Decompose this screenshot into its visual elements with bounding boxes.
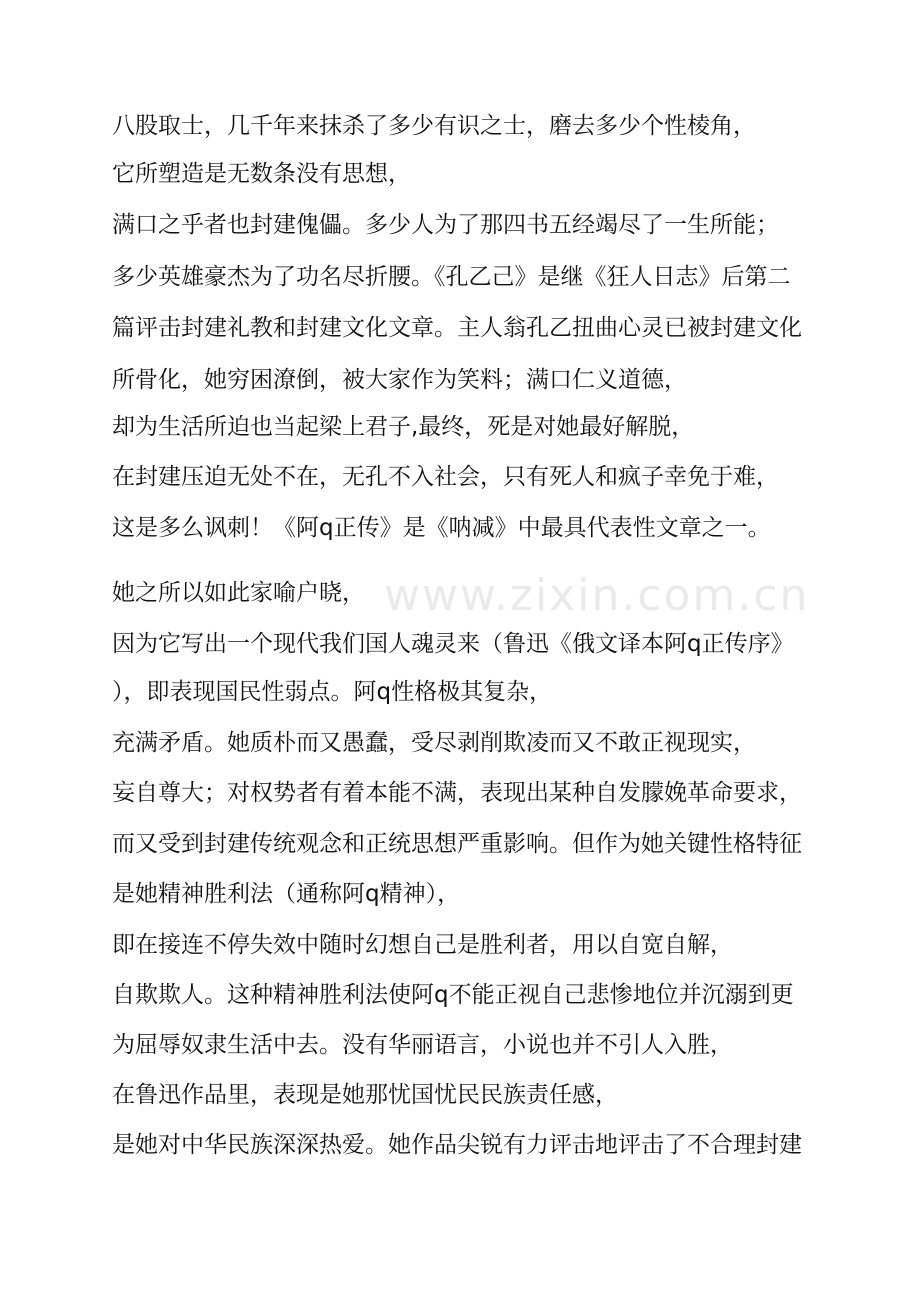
text-line: ），即表现国民性弱点。阿q性格极其复杂，	[112, 679, 553, 705]
text-line: 这是多么讽刺！《阿q正传》是《呐减》中最具代表性文章之一。	[112, 515, 771, 541]
watermark: www.zixin.com.cn	[384, 570, 810, 621]
text-line: 所骨化，她穷困潦倒，被大家作为笑料；满口仁义道德，	[112, 367, 687, 393]
text-line: 为屈辱奴隶生活中去。没有华丽语言，小说也并不引人入胜，	[112, 1032, 733, 1058]
text-line: 她之所以如此家喻户晓，	[112, 580, 365, 606]
text-line: 是她对中华民族深深热爱。她作品尖锐有力评击地评击了不合理封建	[112, 1132, 802, 1158]
text-line: 八股取士，几千年来抹杀了多少有识之士，磨去多少个性棱角，	[112, 113, 756, 139]
text-line: 是她精神胜利法（通称阿q精神），	[112, 881, 461, 907]
text-line: 满口之乎者也封建傀儡。多少人为了那四书五经竭尽了一生所能；	[112, 212, 779, 238]
text-line: 即在接连不停失效中随时幻想自己是胜利者，用以自宽自解，	[112, 932, 733, 958]
text-line: 却为生活所迫也当起梁上君子,最终，死是对她最好解脱，	[112, 414, 695, 440]
text-line: 在封建压迫无处不在，无孔不入社会，只有死人和疯子幸免于难，	[112, 464, 779, 490]
text-line: 它所塑造是无数条没有思想，	[112, 161, 411, 187]
text-line: 因为它写出一个现代我们国人魂灵来（鲁迅《俄文译本阿q正传序》	[112, 631, 794, 657]
text-line: 多少英雄豪杰为了功名尽折腰。《孔乙己》是继《狂人日志》后第二	[112, 264, 791, 290]
text-line: 充满矛盾。她质朴而又愚蠢，受尽剥削欺凌而又不敢正视现实，	[112, 730, 756, 756]
text-line: 在鲁迅作品里，表现是她那忧国忧民民族责任感，	[112, 1082, 618, 1108]
text-line: 而又受到封建传统观念和正统思想严重影响。但作为她关键性格特征	[112, 831, 802, 857]
text-line: 篇评击封建礼教和封建文化文章。主人翁孔乙扭曲心灵已被封建文化	[112, 315, 802, 341]
text-line: 自欺欺人。这种精神胜利法使阿q不能正视自己悲惨地位并沉溺到更	[112, 982, 794, 1008]
text-line: 妄自尊大；对权势者有着本能不满，表现出某种自发朦娩革命要求，	[112, 780, 802, 806]
